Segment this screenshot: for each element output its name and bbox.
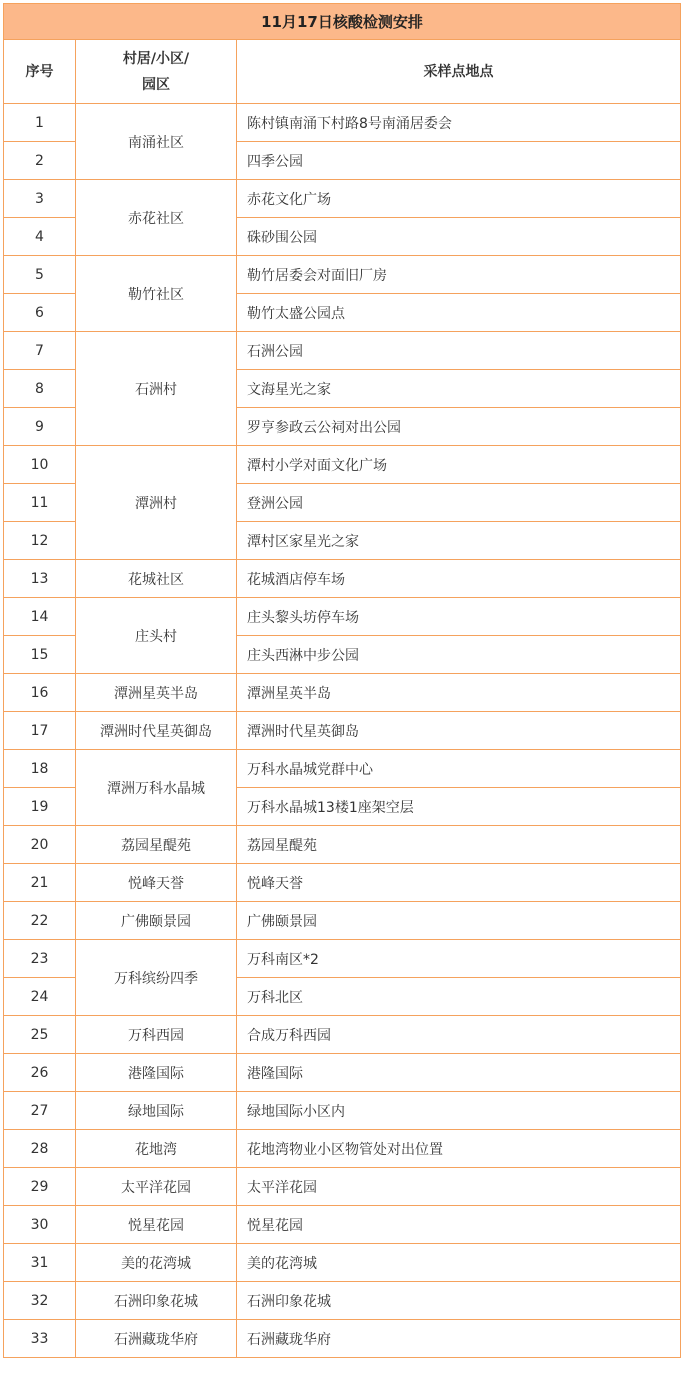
header-site: 采样点地点 <box>237 40 681 104</box>
site-cell: 石洲藏珑华府 <box>237 1320 681 1358</box>
row-index: 10 <box>4 446 76 484</box>
site-cell: 潭村区家星光之家 <box>237 522 681 560</box>
site-cell: 潭村小学对面文化广场 <box>237 446 681 484</box>
site-cell: 硃砂围公园 <box>237 218 681 256</box>
site-cell: 罗亨参政云公祠对出公园 <box>237 408 681 446</box>
community-cell: 花地湾 <box>76 1130 237 1168</box>
table-row <box>4 598 681 636</box>
schedule-table <box>3 3 681 1358</box>
site-cell: 石洲公园 <box>237 332 681 370</box>
site-cell: 勒竹太盛公园点 <box>237 294 681 332</box>
community-cell: 勒竹社区 <box>76 256 237 332</box>
community-cell: 花城社区 <box>76 560 237 598</box>
community-cell: 万科西园 <box>76 1016 237 1054</box>
row-index: 16 <box>4 674 76 712</box>
table-row <box>4 674 681 712</box>
table-row <box>4 940 681 978</box>
site-cell: 荔园星醍苑 <box>237 826 681 864</box>
community-cell: 石洲藏珑华府 <box>76 1320 237 1358</box>
row-index: 29 <box>4 1168 76 1206</box>
site-cell: 太平洋花园 <box>237 1168 681 1206</box>
site-cell: 四季公园 <box>237 142 681 180</box>
row-index: 14 <box>4 598 76 636</box>
table-title: 11月17日核酸检测安排 <box>4 4 681 40</box>
site-cell: 绿地国际小区内 <box>237 1092 681 1130</box>
site-cell: 陈村镇南涌下村路8号南涌居委会 <box>237 104 681 142</box>
community-cell: 美的花湾城 <box>76 1244 237 1282</box>
site-cell: 登洲公园 <box>237 484 681 522</box>
row-index: 2 <box>4 142 76 180</box>
row-index: 28 <box>4 1130 76 1168</box>
site-cell: 文海星光之家 <box>237 370 681 408</box>
row-index: 21 <box>4 864 76 902</box>
row-index: 9 <box>4 408 76 446</box>
row-index: 8 <box>4 370 76 408</box>
site-cell: 悦峰天誉 <box>237 864 681 902</box>
row-index: 13 <box>4 560 76 598</box>
table-row <box>4 826 681 864</box>
community-cell: 绿地国际 <box>76 1092 237 1130</box>
community-cell: 南涌社区 <box>76 104 237 180</box>
community-cell: 广佛颐景园 <box>76 902 237 940</box>
row-index: 1 <box>4 104 76 142</box>
header-index: 序号 <box>4 40 76 104</box>
site-cell: 悦星花园 <box>237 1206 681 1244</box>
site-cell: 万科水晶城13楼1座架空层 <box>237 788 681 826</box>
row-index: 26 <box>4 1054 76 1092</box>
header-community-line2: 园区 <box>142 76 170 93</box>
row-index: 17 <box>4 712 76 750</box>
community-cell: 万科缤纷四季 <box>76 940 237 1016</box>
community-cell: 潭洲村 <box>76 446 237 560</box>
site-cell: 合成万科西园 <box>237 1016 681 1054</box>
row-index: 19 <box>4 788 76 826</box>
community-cell: 潭洲星英半岛 <box>76 674 237 712</box>
table-row <box>4 1244 681 1282</box>
row-index: 23 <box>4 940 76 978</box>
table-row <box>4 104 681 142</box>
table-row <box>4 712 681 750</box>
site-cell: 花地湾物业小区物管处对出位置 <box>237 1130 681 1168</box>
community-cell: 庄头村 <box>76 598 237 674</box>
community-cell: 港隆国际 <box>76 1054 237 1092</box>
row-index: 6 <box>4 294 76 332</box>
row-index: 12 <box>4 522 76 560</box>
community-cell: 荔园星醍苑 <box>76 826 237 864</box>
row-index: 24 <box>4 978 76 1016</box>
row-index: 32 <box>4 1282 76 1320</box>
row-index: 5 <box>4 256 76 294</box>
site-cell: 庄头西淋中步公园 <box>237 636 681 674</box>
table-row <box>4 1092 681 1130</box>
site-cell: 石洲印象花城 <box>237 1282 681 1320</box>
community-cell: 潭洲万科水晶城 <box>76 750 237 826</box>
table-row <box>4 180 681 218</box>
row-index: 11 <box>4 484 76 522</box>
row-index: 25 <box>4 1016 76 1054</box>
site-cell: 勒竹居委会对面旧厂房 <box>237 256 681 294</box>
table-row <box>4 1320 681 1358</box>
table-row <box>4 446 681 484</box>
site-cell: 万科水晶城党群中心 <box>237 750 681 788</box>
table-row <box>4 560 681 598</box>
row-index: 31 <box>4 1244 76 1282</box>
row-index: 4 <box>4 218 76 256</box>
table-row <box>4 1054 681 1092</box>
row-index: 22 <box>4 902 76 940</box>
community-cell: 太平洋花园 <box>76 1168 237 1206</box>
header-community-line1: 村居/小区/ <box>122 50 190 67</box>
community-cell: 赤花社区 <box>76 180 237 256</box>
site-cell: 万科北区 <box>237 978 681 1016</box>
community-cell: 悦星花园 <box>76 1206 237 1244</box>
table-row <box>4 1206 681 1244</box>
row-index: 27 <box>4 1092 76 1130</box>
community-cell: 石洲印象花城 <box>76 1282 237 1320</box>
table-row <box>4 256 681 294</box>
site-cell: 赤花文化广场 <box>237 180 681 218</box>
community-cell: 潭洲时代星英御岛 <box>76 712 237 750</box>
site-cell: 潭洲星英半岛 <box>237 674 681 712</box>
header-community <box>76 40 237 104</box>
row-index: 33 <box>4 1320 76 1358</box>
row-index: 20 <box>4 826 76 864</box>
row-index: 18 <box>4 750 76 788</box>
table-row <box>4 864 681 902</box>
row-index: 15 <box>4 636 76 674</box>
site-cell: 花城酒店停车场 <box>237 560 681 598</box>
site-cell: 美的花湾城 <box>237 1244 681 1282</box>
site-cell: 庄头黎头坊停车场 <box>237 598 681 636</box>
table-row <box>4 902 681 940</box>
row-index: 30 <box>4 1206 76 1244</box>
table-row <box>4 1016 681 1054</box>
table-row <box>4 1282 681 1320</box>
table-row <box>4 1130 681 1168</box>
site-cell: 广佛颐景园 <box>237 902 681 940</box>
table-body <box>4 104 681 1358</box>
site-cell: 万科南区*2 <box>237 940 681 978</box>
site-cell: 潭洲时代星英御岛 <box>237 712 681 750</box>
community-cell: 石洲村 <box>76 332 237 446</box>
table-row <box>4 750 681 788</box>
site-cell: 港隆国际 <box>237 1054 681 1092</box>
table-row <box>4 1168 681 1206</box>
row-index: 3 <box>4 180 76 218</box>
community-cell: 悦峰天誉 <box>76 864 237 902</box>
table-row <box>4 332 681 370</box>
row-index: 7 <box>4 332 76 370</box>
